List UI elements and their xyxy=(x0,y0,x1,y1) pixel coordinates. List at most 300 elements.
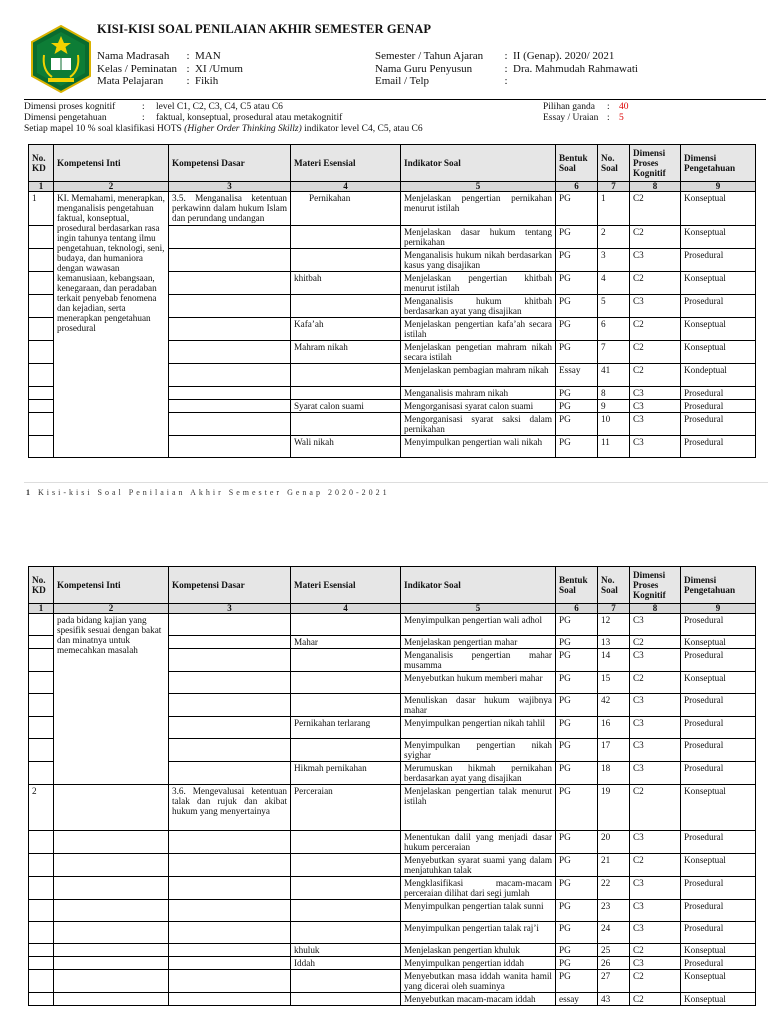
column-number: 1 xyxy=(29,182,54,192)
meta-label: Nama Madrasah xyxy=(97,50,170,62)
cell-indikator: Menyimpulkan pengertian wali nikah xyxy=(401,436,556,458)
meta-value: Fikih xyxy=(195,75,219,87)
cell-proses: C3 xyxy=(630,295,681,318)
cell-kompetensi-inti xyxy=(54,957,169,970)
cell-no-soal: 1 xyxy=(598,192,630,226)
dim-label: Dimensi proses kognitif xyxy=(24,102,116,112)
cell-kompetensi-dasar xyxy=(169,387,291,400)
cell-proses: C3 xyxy=(630,436,681,458)
cell-indikator: Menjelaskan pengetian mahram nikah secara istilah xyxy=(401,341,556,364)
cell-kompetensi-inti xyxy=(54,785,169,831)
column-header: Kompetensi Inti xyxy=(54,567,169,604)
cell-kompetensi-dasar xyxy=(169,922,291,944)
cell-indikator: Menganalisis hukum nikah berdasarkan kasus yang disajikan xyxy=(401,249,556,272)
cell-proses: C3 xyxy=(630,957,681,970)
column-number: 8 xyxy=(630,604,681,614)
cell-indikator: Menjelaskan pengertian talak menurut istilah xyxy=(401,785,556,831)
cell-proses: C3 xyxy=(630,717,681,739)
cell-indikator: Menjelaskan pembagian mahram nikah xyxy=(401,364,556,387)
cell-materi: Perceraian xyxy=(291,785,401,831)
column-header: Dimensi Proses Kognitif xyxy=(630,145,681,182)
column-number: 4 xyxy=(291,182,401,192)
cell-pengetahuan: Prosedural xyxy=(681,295,756,318)
cell-kompetensi-dasar: 3.6. Mengevalusai ketentuan talak dan rujuk dan akibat hukum yang menyertainya xyxy=(169,785,291,831)
column-header: Materi Esensial xyxy=(291,145,401,182)
table-row xyxy=(29,970,756,993)
column-header: Indikator Soal xyxy=(401,567,556,604)
cell-no-soal: 17 xyxy=(598,739,630,762)
column-number: 6 xyxy=(556,182,598,192)
cell-proses: C2 xyxy=(630,993,681,1006)
cell-pengetahuan: Prosedural xyxy=(681,739,756,762)
cell-bentuk: PG xyxy=(556,318,598,341)
column-header: Kompetensi Inti xyxy=(54,145,169,182)
table-row xyxy=(29,900,756,922)
cell-pengetahuan: Konseptual xyxy=(681,192,756,226)
cell-pengetahuan: Kondeptual xyxy=(681,364,756,387)
cell-kd xyxy=(29,854,54,877)
cell-kd xyxy=(29,993,54,1006)
cell-no-soal: 23 xyxy=(598,900,630,922)
cell-indikator: Menjelaskan dasar hukum tentang pernikahan xyxy=(401,226,556,249)
table-header xyxy=(29,567,756,604)
cell-indikator: Mengorganisasi syarat saksi dalam pernikahan xyxy=(401,413,556,436)
cell-pengetahuan: Prosedural xyxy=(681,413,756,436)
cell-proses: C3 xyxy=(630,900,681,922)
cell-pengetahuan: Prosedural xyxy=(681,400,756,413)
cell-materi xyxy=(291,649,401,672)
cell-materi: Mahar xyxy=(291,636,401,649)
cell-pengetahuan: Konseptual xyxy=(681,636,756,649)
column-header: Dimensi Pengetahuan xyxy=(681,145,756,182)
cell-no-soal: 11 xyxy=(598,436,630,458)
cell-indikator: Menuliskan dasar hukum wajibnya mahar xyxy=(401,694,556,717)
cell-no-soal: 15 xyxy=(598,672,630,694)
cell-no-soal: 26 xyxy=(598,957,630,970)
cell-bentuk: PG xyxy=(556,341,598,364)
cell-kompetensi-dasar xyxy=(169,341,291,364)
cell-pengetahuan: Konseptual xyxy=(681,854,756,877)
cell-kd xyxy=(29,672,54,694)
cell-no-soal: 14 xyxy=(598,649,630,672)
column-number: 3 xyxy=(169,604,291,614)
cell-pengetahuan: Konseptual xyxy=(681,785,756,831)
cell-proses: C2 xyxy=(630,226,681,249)
cell-proses: C2 xyxy=(630,341,681,364)
footer-rule xyxy=(24,482,768,483)
cell-bentuk: PG xyxy=(556,614,598,636)
cell-kompetensi-dasar xyxy=(169,226,291,249)
column-number: 9 xyxy=(681,182,756,192)
cell-kd xyxy=(29,900,54,922)
column-header: Bentuk Soal xyxy=(556,145,598,182)
cell-no-soal: 22 xyxy=(598,877,630,900)
column-number: 4 xyxy=(291,604,401,614)
cell-indikator: Mengorganisasi syarat calon suami xyxy=(401,400,556,413)
meta-right: Semester / Tahun Ajaran : II (Genap). 2020/ 2021 Nama Guru Penyusun : Dra. Mahmudah Rahmawati Email / Telp : xyxy=(375,50,638,87)
page-footer xyxy=(26,488,390,497)
cell-bentuk: PG xyxy=(556,295,598,318)
cell-no-soal: 12 xyxy=(598,614,630,636)
cell-kompetensi-dasar: 3.5. Menganalisa ketentuan perkawinn dalam hukum Islam dan perundang undangan xyxy=(169,192,291,226)
cell-proses: C2 xyxy=(630,272,681,295)
cell-indikator: Menjelaskan pengertian khitbah menurut istilah xyxy=(401,272,556,295)
column-number: 7 xyxy=(598,604,630,614)
cell-kd xyxy=(29,694,54,717)
cell-kd xyxy=(29,272,54,295)
table-row xyxy=(29,922,756,944)
cell-kompetensi-dasar xyxy=(169,970,291,993)
cell-kd xyxy=(29,436,54,458)
cell-bentuk: PG xyxy=(556,854,598,877)
cell-kompetensi-dasar xyxy=(169,413,291,436)
cell-proses: C3 xyxy=(630,249,681,272)
cell-no-soal: 5 xyxy=(598,295,630,318)
cell-indikator: Menjelaskan pengertian khuluk xyxy=(401,944,556,957)
cell-no-soal: 4 xyxy=(598,272,630,295)
table-row xyxy=(29,944,756,957)
table-header xyxy=(29,145,756,182)
column-number: 2 xyxy=(54,604,169,614)
cell-bentuk: PG xyxy=(556,717,598,739)
column-header: Dimensi Pengetahuan xyxy=(681,567,756,604)
cell-kompetensi-dasar xyxy=(169,400,291,413)
header-divider xyxy=(24,99,766,100)
cell-indikator: Menyimpulkan pengertian talak raj’i xyxy=(401,922,556,944)
cell-kd xyxy=(29,957,54,970)
cell-proses: C2 xyxy=(630,636,681,649)
cell-bentuk: PG xyxy=(556,762,598,785)
cell-kd: 2 xyxy=(29,785,54,831)
cell-kompetensi-dasar xyxy=(169,614,291,636)
cell-pengetahuan: Prosedural xyxy=(681,877,756,900)
cell-proses: C3 xyxy=(630,694,681,717)
cell-kd xyxy=(29,831,54,854)
cell-pengetahuan: Konseptual xyxy=(681,993,756,1006)
cell-kompetensi-dasar xyxy=(169,900,291,922)
column-number: 6 xyxy=(556,604,598,614)
cell-kd xyxy=(29,249,54,272)
cell-kd xyxy=(29,614,54,636)
cell-pengetahuan: Prosedural xyxy=(681,831,756,854)
cell-no-soal: 13 xyxy=(598,636,630,649)
cell-proses: C3 xyxy=(630,649,681,672)
cell-indikator: Mengklasifikasi macam-macam perceraian dilihat dari segi jumlah xyxy=(401,877,556,900)
column-header: No. KD xyxy=(29,145,54,182)
cell-materi xyxy=(291,739,401,762)
cell-pengetahuan: Prosedural xyxy=(681,436,756,458)
cell-kd xyxy=(29,226,54,249)
cell-kd xyxy=(29,387,54,400)
dimension-notes: Dimensi proses kognitif : level C1, C2, C3, C4, C5 atau C6 Dimensi pengetahuan : faktual, konseptual, prosedural atau metakognitif Setiap mapel 10 % soal klasifikasi HOTS (Higher Order Thinking Skillz) indikator level C4, C5, atau C6 xyxy=(24,102,423,134)
cell-pengetahuan: Konseptual xyxy=(681,272,756,295)
column-header: No. Soal xyxy=(598,567,630,604)
cell-bentuk: PG xyxy=(556,249,598,272)
cell-indikator: Menganalisis hukum khitbah berdasarkan ayat yang disajikan xyxy=(401,295,556,318)
cell-materi xyxy=(291,993,401,1006)
kemenag-logo-icon xyxy=(30,25,92,93)
cell-no-soal: 24 xyxy=(598,922,630,944)
table-row xyxy=(29,854,756,877)
cell-kompetensi-dasar xyxy=(169,717,291,739)
column-number: 5 xyxy=(401,604,556,614)
cell-no-soal: 20 xyxy=(598,831,630,854)
dim-value: faktual, konseptual, prosedural atau metakognitif xyxy=(156,113,343,123)
cell-kompetensi-dasar xyxy=(169,739,291,762)
table-row xyxy=(29,877,756,900)
cell-no-soal: 19 xyxy=(598,785,630,831)
cell-materi: Kafa’ah xyxy=(291,318,401,341)
cell-proses: C3 xyxy=(630,739,681,762)
cell-indikator: Menyimpulkan pengertian nikah tahlil xyxy=(401,717,556,739)
meta-label: Semester / Tahun Ajaran xyxy=(375,50,484,62)
column-number: 5 xyxy=(401,182,556,192)
cell-indikator: Menyebutkan hukum memberi mahar xyxy=(401,672,556,694)
cell-pengetahuan: Prosedural xyxy=(681,900,756,922)
cell-kompetensi-dasar xyxy=(169,993,291,1006)
cell-no-soal: 8 xyxy=(598,387,630,400)
footer-text: Kisi-kisi Soal Penilaian Akhir Semester Genap 2020-2021 xyxy=(38,488,390,497)
cell-no-soal: 18 xyxy=(598,762,630,785)
cell-materi: khuluk xyxy=(291,944,401,957)
dim-value: level C1, C2, C3, C4, C5 atau C6 xyxy=(156,102,283,112)
cell-materi: Hikmah pernikahan xyxy=(291,762,401,785)
cell-kompetensi-dasar xyxy=(169,249,291,272)
document-title: KISI-KISI SOAL PENILAIAN AKHIR SEMESTER GENAP xyxy=(97,22,432,36)
table-row xyxy=(29,614,756,636)
cell-kompetensi-dasar xyxy=(169,944,291,957)
meta-value: Dra. Mahmudah Rahmawati xyxy=(513,62,638,75)
cell-no-soal: 9 xyxy=(598,400,630,413)
cell-proses: C2 xyxy=(630,785,681,831)
cell-proses: C2 xyxy=(630,364,681,387)
cell-pengetahuan: Prosedural xyxy=(681,922,756,944)
column-header: Materi Esensial xyxy=(291,567,401,604)
page-number: 1 xyxy=(26,488,30,497)
column-number: 8 xyxy=(630,182,681,192)
cell-kompetensi-inti xyxy=(54,900,169,922)
cell-materi xyxy=(291,295,401,318)
cell-bentuk: PG xyxy=(556,922,598,944)
column-header: No. KD xyxy=(29,567,54,604)
cell-kompetensi-inti xyxy=(54,877,169,900)
cell-proses: C2 xyxy=(630,318,681,341)
cell-kompetensi-dasar xyxy=(169,694,291,717)
cell-materi xyxy=(291,877,401,900)
column-header: Kompetensi Dasar xyxy=(169,567,291,604)
cell-indikator: Menyimpulkan pengertian nikah syighar xyxy=(401,739,556,762)
cell-kd xyxy=(29,970,54,993)
cell-kompetensi-dasar xyxy=(169,762,291,785)
cell-proses: C2 xyxy=(630,944,681,957)
cell-no-soal: 27 xyxy=(598,970,630,993)
cell-proses: C3 xyxy=(630,400,681,413)
cell-indikator: Menyebutkan masa iddah wanita hamil yang dicerai oleh suaminya xyxy=(401,970,556,993)
cell-proses: C3 xyxy=(630,614,681,636)
column-header: Bentuk Soal xyxy=(556,567,598,604)
cell-materi xyxy=(291,831,401,854)
cell-pengetahuan: Prosedural xyxy=(681,614,756,636)
cell-bentuk: Essay xyxy=(556,364,598,387)
meta-left: Nama Madrasah : MAN Kelas / Peminatan : XI /Umum Mata Pelajaran : Fikih xyxy=(97,50,243,87)
cell-proses: C3 xyxy=(630,413,681,436)
column-number: 1 xyxy=(29,604,54,614)
cell-bentuk: PG xyxy=(556,272,598,295)
cell-bentuk: PG xyxy=(556,900,598,922)
cell-kd xyxy=(29,413,54,436)
cell-kompetensi-inti xyxy=(54,922,169,944)
meta-label: Email / Telp xyxy=(375,75,430,87)
cell-pengetahuan: Prosedural xyxy=(681,649,756,672)
cell-indikator: Menganalisis pengertian mahar musamma xyxy=(401,649,556,672)
cell-bentuk: PG xyxy=(556,413,598,436)
column-number: 9 xyxy=(681,604,756,614)
column-number: 3 xyxy=(169,182,291,192)
cell-kompetensi-dasar xyxy=(169,295,291,318)
cell-kompetensi-dasar xyxy=(169,831,291,854)
cell-no-soal: 6 xyxy=(598,318,630,341)
cell-no-soal: 3 xyxy=(598,249,630,272)
cell-bentuk: PG xyxy=(556,436,598,458)
cell-kompetensi-inti xyxy=(54,944,169,957)
column-numbers xyxy=(29,604,756,614)
cell-pengetahuan: Konseptual xyxy=(681,970,756,993)
cell-bentuk: PG xyxy=(556,957,598,970)
pil-value: 40 xyxy=(619,102,629,112)
hots-note: Setiap mapel 10 % soal klasifikasi HOTS (Higher Order Thinking Skillz) indikator level C4, C5, atau C6 xyxy=(24,124,423,134)
cell-indikator: Menyimpulkan pengertian wali adhol xyxy=(401,614,556,636)
cell-materi xyxy=(291,854,401,877)
column-header: Indikator Soal xyxy=(401,145,556,182)
column-header: Dimensi Proses Kognitif xyxy=(630,567,681,604)
cell-indikator: Menyebutkan syarat suami yang dalam menjatuhkan talak xyxy=(401,854,556,877)
table-row xyxy=(29,785,756,831)
cell-materi: Pernikahan xyxy=(291,192,401,226)
cell-pengetahuan: Prosedural xyxy=(681,762,756,785)
cell-kompetensi-inti: KI. Memahami, menerapkan, menganalisis pengetahuan faktual, konseptual, prosedural berdasarkan rasa ingin tahunya tentang ilmu pengetahuan, teknologi, seni, budaya, dan humaniora dengan wawasan kemanusiaan, kebangsaan, kenegaraan, dan peradaban terkait penyebab fenomena dan kejadian, serta menerapkan pengetahuan prosedural xyxy=(54,192,169,458)
pil-label: Pilihan ganda xyxy=(543,102,595,112)
cell-bentuk: PG xyxy=(556,226,598,249)
cell-indikator: Merumuskan hikmah pernikahan berdasarkan ayat yang disajikan xyxy=(401,762,556,785)
cell-bentuk: PG xyxy=(556,970,598,993)
cell-kompetensi-inti xyxy=(54,993,169,1006)
cell-kompetensi-dasar xyxy=(169,436,291,458)
cell-indikator: Menyimpulkan pengertian iddah xyxy=(401,957,556,970)
cell-kd xyxy=(29,341,54,364)
cell-indikator: Menyebutkan macam-macam iddah xyxy=(401,993,556,1006)
cell-bentuk: PG xyxy=(556,649,598,672)
meta-label: Nama Guru Penyusun xyxy=(375,62,473,75)
cell-indikator: Menjelaskan pengertian kafa’ah secara istilah xyxy=(401,318,556,341)
cell-kompetensi-dasar xyxy=(169,318,291,341)
cell-materi xyxy=(291,694,401,717)
cell-pengetahuan: Konseptual xyxy=(681,226,756,249)
cell-kd xyxy=(29,944,54,957)
cell-kd xyxy=(29,762,54,785)
cell-no-soal: 16 xyxy=(598,717,630,739)
cell-kompetensi-dasar xyxy=(169,649,291,672)
pil-value: 5 xyxy=(619,113,624,123)
meta-label: Mata Pelajaran xyxy=(97,75,164,87)
cell-no-soal: 42 xyxy=(598,694,630,717)
cell-no-soal: 25 xyxy=(598,944,630,957)
cell-kompetensi-dasar xyxy=(169,854,291,877)
cell-no-soal: 2 xyxy=(598,226,630,249)
cell-kd xyxy=(29,295,54,318)
cell-pengetahuan: Konseptual xyxy=(681,672,756,694)
cell-materi: Mahram nikah xyxy=(291,341,401,364)
cell-indikator: Menjelaskan pengertian mahar xyxy=(401,636,556,649)
cell-bentuk: PG xyxy=(556,387,598,400)
meta-value: II (Genap). 2020/ 2021 xyxy=(513,50,615,62)
cell-proses: C2 xyxy=(630,672,681,694)
cell-materi: Syarat calon suami xyxy=(291,400,401,413)
cell-kompetensi-dasar xyxy=(169,672,291,694)
cell-no-soal: 41 xyxy=(598,364,630,387)
cell-pengetahuan: Prosedural xyxy=(681,249,756,272)
cell-materi xyxy=(291,970,401,993)
cell-bentuk: PG xyxy=(556,636,598,649)
cell-proses: C3 xyxy=(630,387,681,400)
cell-bentuk: PG xyxy=(556,785,598,831)
cell-pengetahuan: Konseptual xyxy=(681,944,756,957)
cell-materi: Pernikahan terlarang xyxy=(291,717,401,739)
cell-kompetensi-inti: pada bidang kajian yang spesifik sesuai dengan bakat dan minatnya untuk memecahkan masalah xyxy=(54,614,169,785)
dim-label: Dimensi pengetahuan xyxy=(24,113,107,123)
cell-bentuk: PG xyxy=(556,877,598,900)
cell-indikator: Menentukan dalil yang menjadi dasar hukum perceraian xyxy=(401,831,556,854)
cell-kd xyxy=(29,318,54,341)
cell-bentuk: essay xyxy=(556,993,598,1006)
cell-materi xyxy=(291,387,401,400)
cell-kd xyxy=(29,739,54,762)
cell-materi xyxy=(291,614,401,636)
cell-pengetahuan: Prosedural xyxy=(681,387,756,400)
cell-kompetensi-inti xyxy=(54,854,169,877)
cell-proses: C3 xyxy=(630,762,681,785)
cell-proses: C3 xyxy=(630,877,681,900)
cell-materi xyxy=(291,364,401,387)
cell-bentuk: PG xyxy=(556,192,598,226)
cell-proses: C3 xyxy=(630,922,681,944)
cell-bentuk: PG xyxy=(556,400,598,413)
kisi-table-page-1 xyxy=(28,144,756,458)
pil-label: Essay / Uraian xyxy=(543,113,599,123)
cell-bentuk: PG xyxy=(556,694,598,717)
cell-kd xyxy=(29,364,54,387)
cell-materi: Wali nikah xyxy=(291,436,401,458)
cell-kd xyxy=(29,877,54,900)
meta-value: MAN xyxy=(195,50,221,62)
meta-label: Kelas / Peminatan xyxy=(97,62,178,75)
cell-bentuk: PG xyxy=(556,831,598,854)
table-row xyxy=(29,831,756,854)
cell-no-soal: 43 xyxy=(598,993,630,1006)
cell-materi xyxy=(291,413,401,436)
cell-kd xyxy=(29,649,54,672)
cell-materi xyxy=(291,672,401,694)
question-count: Pilihan ganda : 40 Essay / Uraian : 5 xyxy=(543,102,629,123)
column-header: No. Soal xyxy=(598,145,630,182)
table-row xyxy=(29,993,756,1006)
column-number: 2 xyxy=(54,182,169,192)
cell-bentuk: PG xyxy=(556,944,598,957)
cell-proses: C2 xyxy=(630,854,681,877)
cell-kd xyxy=(29,717,54,739)
cell-kompetensi-dasar xyxy=(169,272,291,295)
cell-kd: 1 xyxy=(29,192,54,226)
cell-no-soal: 10 xyxy=(598,413,630,436)
